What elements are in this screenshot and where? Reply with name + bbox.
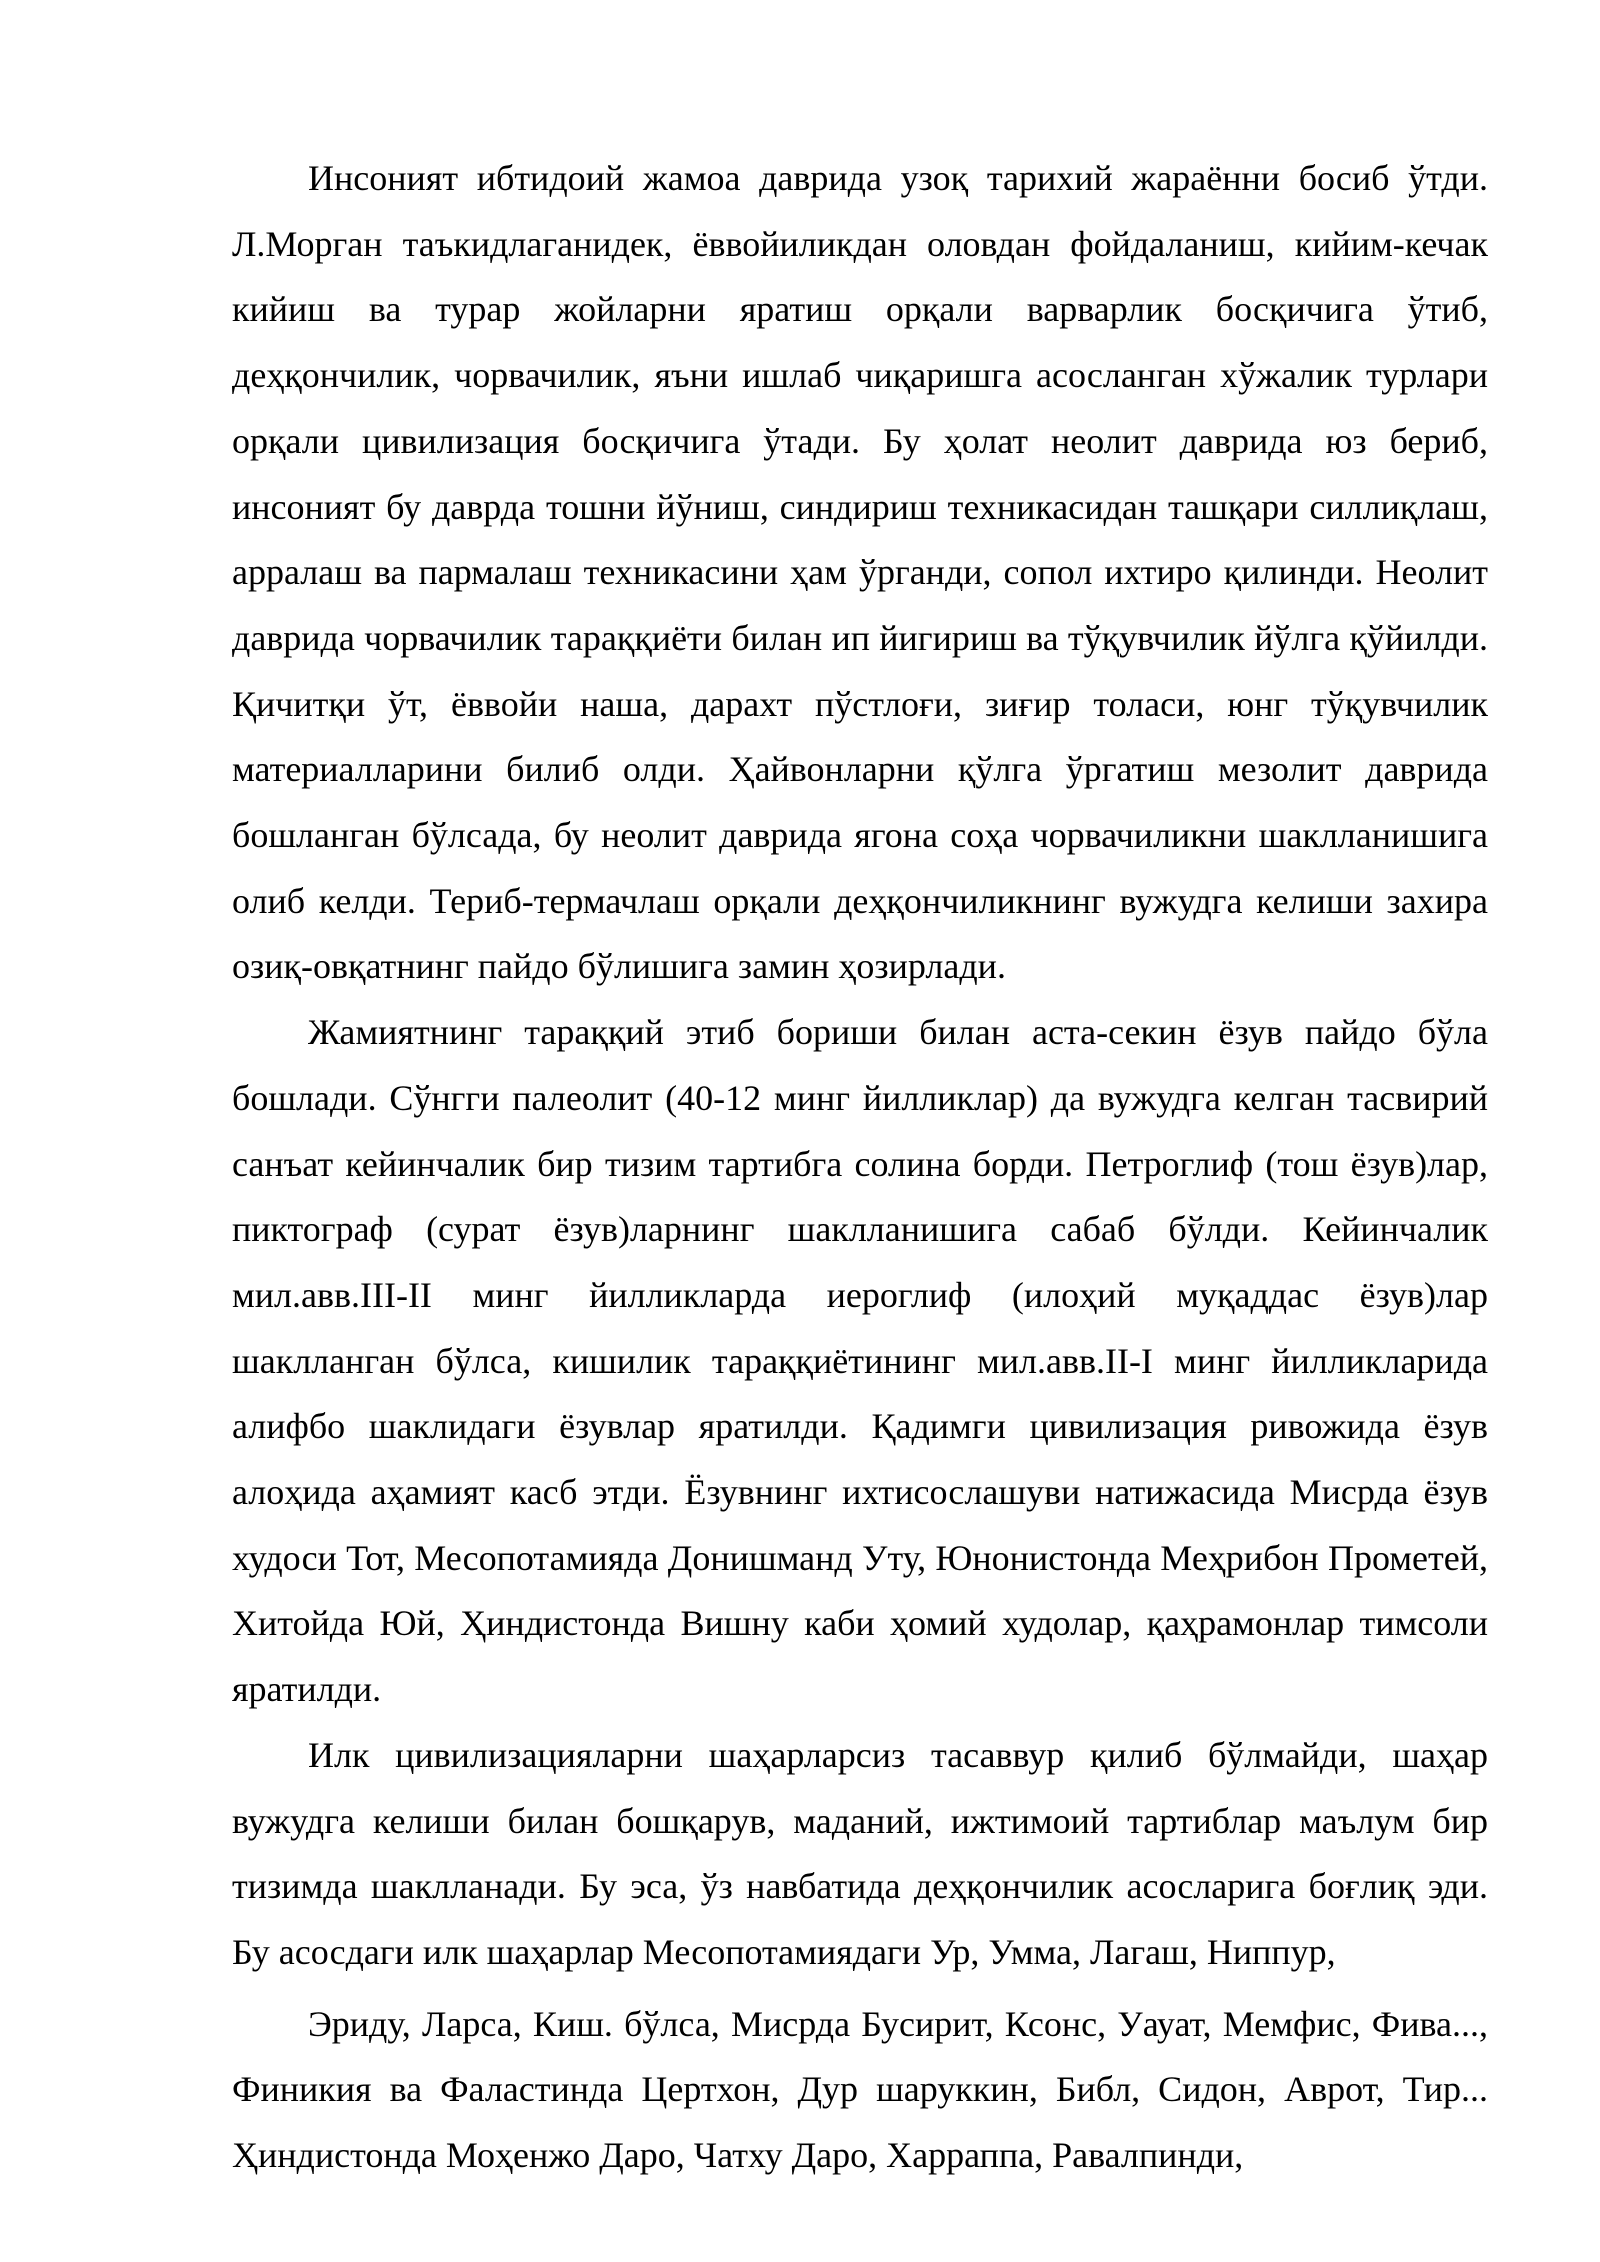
paragraph-3: Илк цивилизацияларни шаҳарларсиз тасаввур қилиб бўлмайди, шаҳар вужудга келиши билан бошқарув, маданий, ижтимоий тартиблар маълум бир тизимда шаклланади. Бу эса, ўз навбатида деҳқончилик асосларига боғлиқ эди. Бу асосдаги илк шаҳарлар Месопотамиядаги Ур, Умма, Лагаш, Ниппур,: [232, 1734, 1488, 1972]
paragraph-4: Эриду, Ларса, Киш. бўлса, Мисрда Бусирит, Ксонс, Уауат, Мемфис, Фива..., Финикия ва Фаластинда Цертхон, Дур шаруккин, Библ, Сидон, Аврот, Тир... Ҳиндистонда Моҳенжо Даро, Чатху Даро, Харраппа, Равалпинди,: [232, 2003, 1488, 2176]
paragraph-1: Инсоният ибтидоий жамоа даврида узоқ тарихий жараённи босиб ўтди. Л.Морган таъкидлаганидек, ёввойиликдан оловдан фойдаланиш, кийим-кечак кийиш ва турар жойларни яратиш орқали варварлик босқичига ўтиб, деҳқончилик, чорвачилик, яъни ишлаб чиқаришга асосланган хўжалик турлари орқали цивилизация босқичига ўтади. Бу ҳолат неолит даврида юз бериб, инсоният бу даврда тошни йўниш, синдириш техникасидан ташқари силлиқлаш, арралаш ва пармалаш техникасини ҳам ўрганди, сопол ихтиро қилинди. Неолит даврида чорвачилик тараққиёти билан ип йигириш ва тўқувчилик йўлга қўйилди. Қичитқи ўт, ёввойи наша, дарахт пўстлоғи, зиғир толаси, юнг тўқувчилик материалларини билиб олди. Ҳайвонларни қўлга ўргатиш мезолит даврида бошланган бўлсада, бу неолит даврида ягона соҳа чорвачиликни шаклланишига олиб келди. Териб-термачлаш орқали деҳқончиликнинг вужудга келиши захира озиқ-овқатнинг пайдо бўлишига замин ҳозирлади.: [232, 158, 1488, 987]
document-page: [232, 146, 1488, 2189]
paragraph-2: Жамиятнинг тараққий этиб бориши билан аста-секин ёзув пайдо бўла бошлади. Сўнгги палеолит (40-12 минг йилликлар) да вужудга келган тасвирий санъат кейинчалик бир тизим тартибга солина борди. Петроглиф (тош ёзув)лар, пиктограф (сурат ёзув)ларнинг шаклланишига сабаб бўлди. Кейинчалик мил.авв.III-II минг йилликларда иероглиф (илоҳий муқаддас ёзув)лар шаклланган бўлса, кишилик тараққиётининг мил.авв.II-I минг йилликларида алифбо шаклидаги ёзувлар яратилди. Қадимги цивилизация ривожида ёзув алоҳида аҳамият касб этди. Ёзувнинг ихтисослашуви натижасида Мисрда ёзув худоси Тот, Месопотамияда Донишманд Уту, Юнонистонда Меҳрибон Прометей, Хитойда Юй, Ҳиндистонда Вишну каби ҳомий худолар, қаҳрамонлар тимсоли яратилди.: [232, 1012, 1488, 1710]
